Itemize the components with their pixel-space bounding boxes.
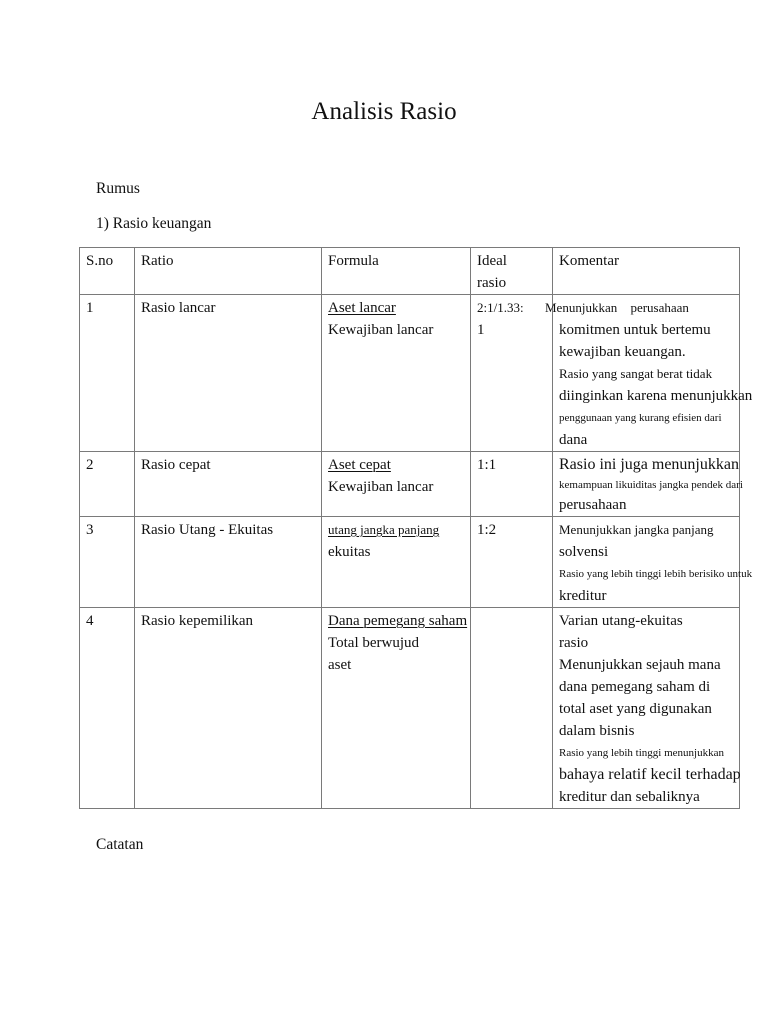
cell-komentar [553, 517, 753, 608]
cell-formula [322, 295, 471, 452]
komentar-line: Varian utang-ekuitas [559, 613, 683, 629]
komentar-line: kewajiban keuangan. [559, 344, 686, 360]
table-row [80, 452, 740, 517]
heading-rumus: Rumus [96, 180, 140, 197]
cell-ratio: Rasio kepemilikan [135, 608, 322, 809]
heading-catatan: Catatan [96, 836, 144, 853]
cell-ideal [471, 608, 553, 809]
cell-komentar [553, 608, 740, 809]
cell-ideal [471, 295, 553, 452]
komentar-line: rasio [559, 635, 589, 651]
komentar-line: solvensi [559, 544, 609, 560]
cell-sno: 1 [80, 295, 135, 452]
komentar-line: Rasio yang lebih tinggi menunjukkan [559, 747, 724, 759]
cell-sno: 2 [80, 452, 135, 517]
komentar-line: dana [559, 432, 588, 448]
table-row [80, 608, 740, 809]
cell-formula [322, 608, 471, 809]
komentar-line: komitmen untuk bertemu [559, 322, 711, 338]
cell-ideal: 1:1 [471, 452, 553, 517]
formula-numerator: Aset lancar [328, 300, 396, 316]
cell-formula [322, 452, 471, 517]
komentar-line: Menunjukkan perusahaan [545, 300, 689, 315]
header-ratio: Ratio [135, 248, 322, 295]
cell-ratio: Rasio cepat [135, 452, 322, 517]
komentar-line: bahaya relatif kecil terhadap [559, 766, 741, 783]
cell-ratio: Rasio Utang - Ekuitas [135, 517, 322, 608]
komentar-line: penggunaan yang kurang efisien dari [559, 412, 722, 424]
komentar-line: Menunjukkan sejauh mana [559, 657, 721, 673]
ratio-table [79, 247, 753, 809]
cell-ideal: 1:2 [471, 517, 553, 608]
header-formula: Formula [322, 248, 471, 295]
cell-formula [322, 517, 471, 608]
header-ideal [471, 248, 553, 295]
cell-komentar [553, 452, 743, 517]
page-title: Analisis Rasio [311, 98, 457, 125]
komentar-line: Rasio ini juga menunjukkan [559, 456, 739, 473]
komentar-line: kreditur [559, 588, 607, 604]
cell-komentar [545, 295, 753, 452]
header-komentar: Komentar [553, 248, 740, 295]
formula-numerator: utang jangka panjang [328, 522, 440, 537]
table-row [80, 295, 740, 452]
header-ideal-line1: Ideal [477, 253, 507, 269]
heading-rasio-keuangan: 1) Rasio keuangan [96, 215, 212, 232]
komentar-line: perusahaan [559, 497, 627, 513]
formula-numerator: Aset cepat [328, 457, 391, 473]
formula-denominator: Kewajiban lancar [328, 479, 434, 495]
ideal-line2: 1 [477, 322, 485, 338]
komentar-line: dalam bisnis [559, 723, 635, 739]
formula-denominator: Total berwujud [328, 635, 420, 651]
cell-sno: 3 [80, 517, 135, 608]
komentar-line: diinginkan karena menunjukkan [559, 388, 753, 404]
komentar-line: Rasio yang sangat berat tidak [559, 366, 713, 381]
formula-numerator: Dana pemegang saham [328, 613, 468, 629]
cell-sno: 4 [80, 608, 135, 809]
cell-ratio: Rasio lancar [135, 295, 322, 452]
komentar-line: kemampuan likuiditas jangka pendek dari [559, 479, 743, 491]
table-header-row [80, 248, 740, 295]
formula-denominator-cont: aset [328, 657, 352, 673]
formula-denominator: ekuitas [328, 544, 371, 560]
header-ideal-line2: rasio [477, 275, 507, 291]
komentar-line: total aset yang digunakan [559, 701, 712, 717]
header-sno: S.no [80, 248, 135, 295]
komentar-line: Menunjukkan jangka panjang [559, 522, 714, 537]
table-row [80, 517, 740, 608]
komentar-line: Rasio yang lebih tinggi lebih berisiko untuk [559, 568, 753, 580]
formula-denominator: Kewajiban lancar [328, 322, 434, 338]
komentar-line: kreditur dan sebaliknya [559, 789, 700, 805]
ideal-line1: 2:1/1.33: [477, 300, 524, 315]
komentar-line: dana pemegang saham di [559, 679, 711, 695]
